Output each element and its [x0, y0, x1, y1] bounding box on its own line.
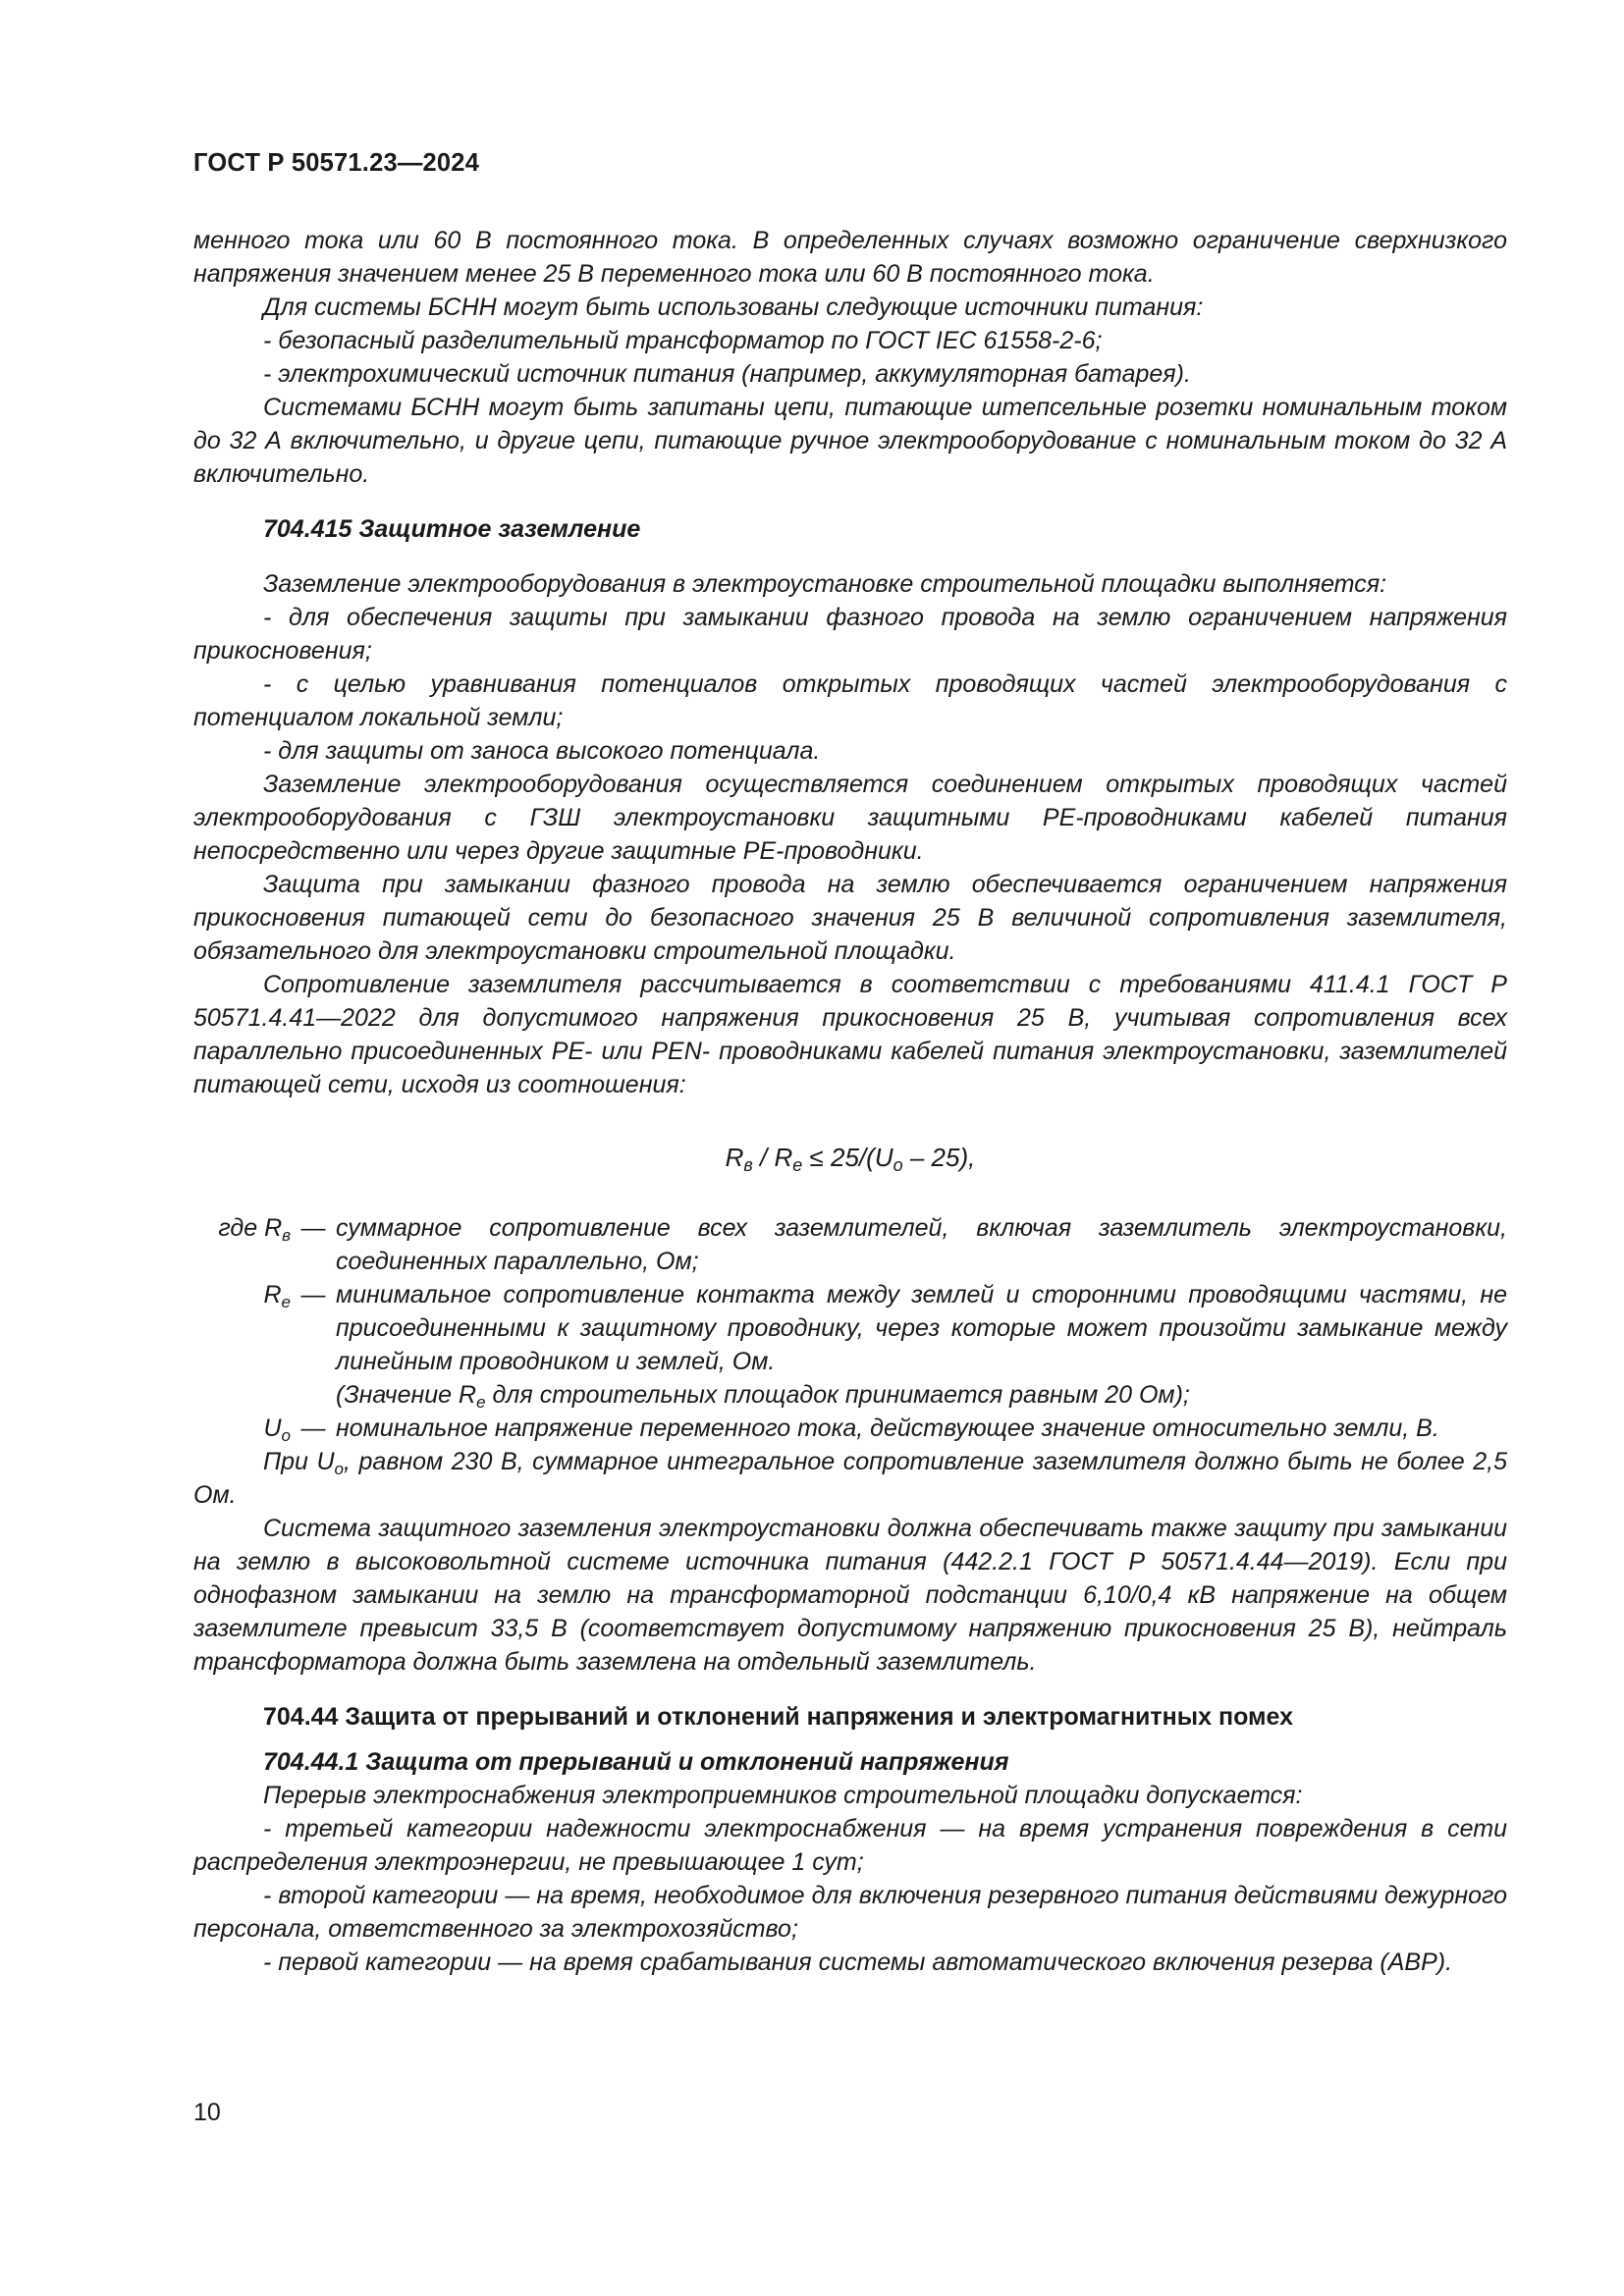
list-item: - для обеспечения защиты при замыкании фазного провода на землю ограничением напряжения прикосновения;	[193, 604, 1507, 665]
definition-r-e: $R_e$ — минимальное сопротивление контакта между землей и сторонними проводящими частями, не присоединенными к защитному проводнику, через которые может произойти замыкание между линейным проводником и землей, Ом.	[263, 1281, 1507, 1375]
page-number: 10	[193, 2099, 221, 2126]
paragraph: Системами БСНН могут быть запитаны цепи, питающие штепсельные розетки номинальным током до 32 А включительно, и другие цепи, питающие ручное электрооборудование с номинальным током до 32 А включительно.	[193, 394, 1507, 488]
paragraph: Заземление электрооборудования осуществляется соединением открытых проводящих частей электрооборудования с ГЗШ электроустановки защитными PE-проводниками кабелей питания непосредственно или через другие защитные PE-проводники.	[193, 771, 1507, 865]
list-item: - третьей категории надежности электроснабжения — на время устранения повреждения в сети распределения электроэнергии, не превышающее 1 сут;	[193, 1815, 1507, 1876]
list-item: - второй категории — на время, необходимое для включения резервного питания действиями дежурного персонала, ответственного за электрохозяйство;	[193, 1882, 1507, 1943]
paragraph: При $U_o$, равном 230 В, суммарное интегральное сопротивление заземлителя должно быть не более 2,5 Ом.	[193, 1448, 1507, 1509]
formula-definitions	[193, 1211, 1507, 1445]
list-item: - безопасный разделительный трансформатор по ГОСТ IEC 61558-2-6;	[263, 327, 1103, 354]
document-header: ГОСТ Р 50571.23—2024	[193, 149, 480, 177]
list-item: - первой категории — на время срабатывания системы автоматического включения резерва (АВР).	[263, 1949, 1453, 1976]
subsection-heading-704-44-1: 704.44.1 Защита от прерываний и отклонений напряжения	[263, 1748, 1009, 1776]
list-item: - электрохимический источник питания (например, аккумуляторная батарея).	[263, 360, 1191, 388]
paragraph: менного тока или 60 В постоянного тока. В определенных случаях возможно ограничение сверхнизкого напряжения значением менее 25 В переменного тока или 60 В постоянного тока.	[193, 227, 1507, 288]
paragraph: Заземление электрооборудования в электроустановке строительной площадки выполняется:	[263, 570, 1387, 598]
paragraph: Система защитного заземления электроустановки должна обеспечивать также защиту при замыкании на землю в высоковольтной системе источника питания (442.2.1 ГОСТ Р 50571.4.44—2019). Если при однофазном замыкании на землю на трансформаторной подстанции 6,10/0,4 кВ напряжение на общем заземлителе превысит 33,5 В (соответствует допустимому напряжению прикосновения 25 В), нейтраль трансформатора должна быть заземлена на отдельный заземлитель.	[193, 1515, 1507, 1676]
section-heading-704-44: 704.44 Защита от прерываний и отклонений напряжения и электромагнитных помех	[263, 1703, 1293, 1731]
definition-note: (Значение $R_e$ для строительных площадок принимается равным 20 Ом);	[336, 1381, 1190, 1412]
paragraph: Сопротивление заземлителя рассчитывается в соответствии с требованиями 411.4.1 ГОСТ Р 50571.4.41—2022 для допустимого напряжения прикосновения 25 В, учитывая сопротивления всех параллельно присоединенных PE- или PEN- проводниками кабелей питания электроустановки, заземлителей питающей сети, исходя из соотношения:	[193, 971, 1507, 1098]
list-item: - для защиты от заноса высокого потенциала.	[263, 737, 821, 765]
paragraph: Защита при замыкании фазного провода на землю обеспечивается ограничением напряжения прикосновения питающей сети до безопасного значения 25 В величиной сопротивления заземлителя, обязательного для электроустановки строительной площадки.	[193, 871, 1507, 965]
section-heading-704-415: 704.415 Защитное заземление	[263, 515, 641, 543]
definition-u-o: $U_o$ — номинальное напряжение переменного тока, действующее значение относительно земли, В.	[263, 1415, 1439, 1445]
grounding-formula: $R_в / R_e \le 25/(U_o - 25)$,	[725, 1143, 976, 1175]
definition-r-v: где $R_в$ — суммарное сопротивление всех заземлителей, включая заземлитель электроустановки, соединенных параллельно, Ом;	[218, 1214, 1507, 1275]
page-body	[193, 224, 1507, 1979]
list-item: - с целью уравнивания потенциалов открытых проводящих частей электрооборудования с потенциалом локальной земли;	[193, 670, 1507, 731]
paragraph: Перерыв электроснабжения электроприемников строительной площадки допускается:	[263, 1782, 1303, 1809]
paragraph: Для системы БСНН могут быть использованы следующие источники питания:	[263, 294, 1204, 321]
